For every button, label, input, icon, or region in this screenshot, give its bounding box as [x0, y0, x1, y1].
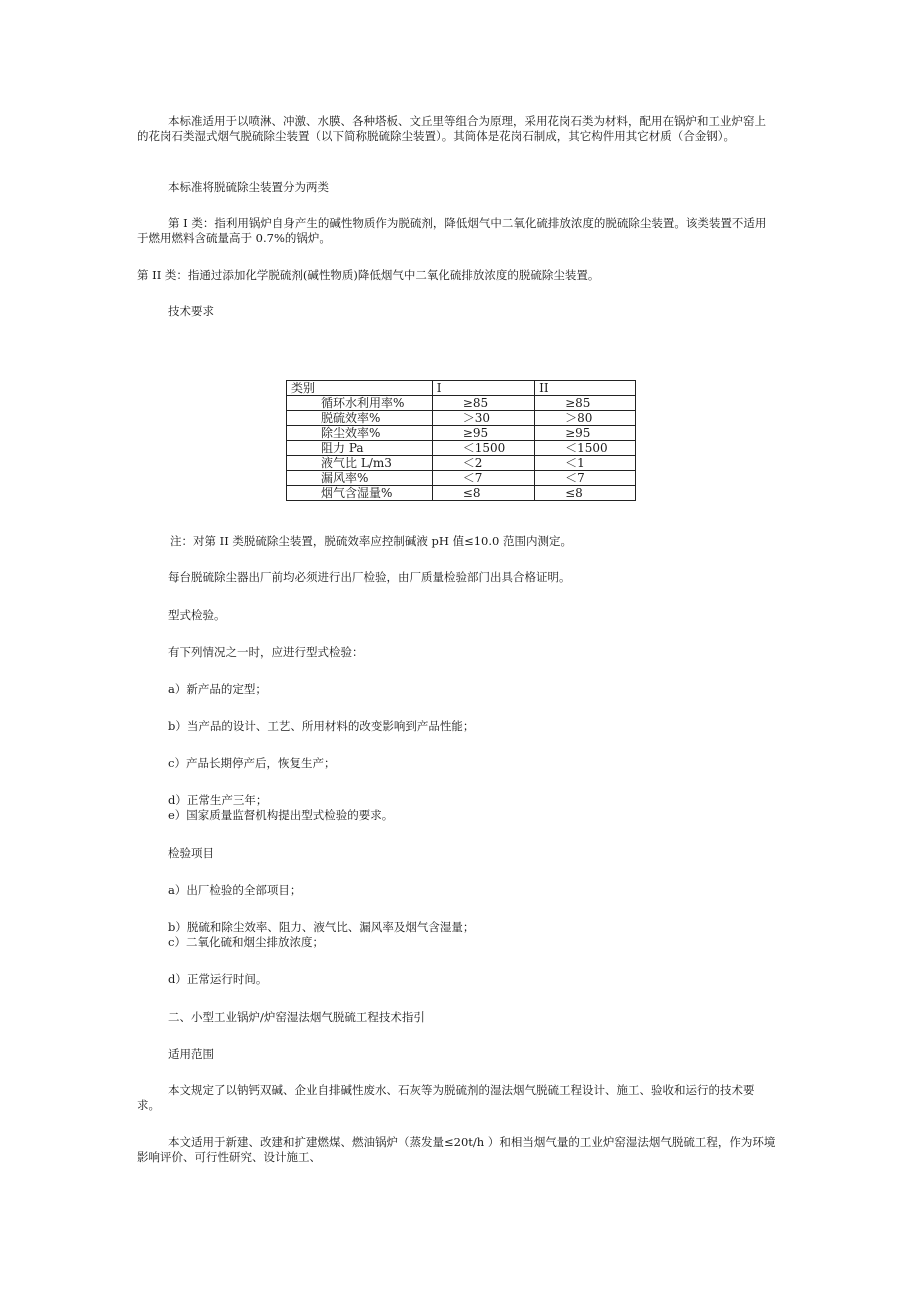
table-cell: ≥95 — [535, 426, 636, 441]
factory-check-paragraph: 每台脱硫除尘器出厂前均必须进行出厂检验，由厂质量检验部门出具合格证明。 — [168, 570, 571, 584]
item-c: c）二氧化硫和烟尘排放浓度； — [168, 935, 324, 949]
table-cell: ≥95 — [432, 426, 534, 441]
class1-paragraph: 第 I 类：指利用锅炉自身产生的碱性物质作为脱硫剂，降低烟气中二氧化硫排放浓度的脱硫除尘装置。该类装置不适用于燃用燃料含硫量高于 0.7%的锅炉。 — [137, 216, 767, 245]
table-cell: ＜1500 — [535, 441, 636, 456]
scope-paragraph-2: 本文适用于新建、改建和扩建燃煤、燃油锅炉（蒸发量≤20t/h ）和相当烟气量的工业炉窑湿法烟气脱硫工程，作为环境影响评价、可行性研究、设计施工、 — [137, 1135, 776, 1164]
table-cell: ≤8 — [535, 486, 636, 501]
table-cell: ＜7 — [432, 471, 534, 486]
table-cell: ≥85 — [432, 396, 534, 411]
table-header-row — [287, 381, 636, 396]
table-header-cell: II — [535, 381, 636, 396]
table-row — [287, 441, 636, 456]
table-row — [287, 411, 636, 426]
condition-b: b）当产品的设计、工艺、所用材料的改变影响到产品性能； — [168, 719, 475, 733]
inspection-items-heading: 检验项目 — [168, 846, 214, 860]
table-cell: 脱硫效率% — [287, 411, 433, 426]
condition-a: a）新产品的定型； — [168, 682, 267, 696]
condition-d: d）正常生产三年； — [168, 793, 268, 807]
scope-paragraph-1: 本文规定了以钠钙双碱、企业自排碱性废水、石灰等为脱硫剂的湿法烟气脱硫工程设计、施工、验收和运行的技术要求。 — [137, 1083, 755, 1112]
type-test-conditions: 有下列情况之一时，应进行型式检验： — [168, 645, 364, 659]
classify-paragraph: 本标准将脱硫除尘装置分为两类 — [168, 180, 329, 194]
type-test-heading: 型式检验。 — [168, 608, 226, 622]
intro-paragraph: 本标准适用于以喷淋、冲激、水膜、各种塔板、文丘里等组合为原理，采用花岗石类为材料，配用在锅炉和工业炉窑上的花岗石类湿式烟气脱硫除尘装置（以下简称脱硫除尘装置）。其筒体是花岗石制成，其它构件用其它材质（合金钢）。 — [137, 114, 766, 143]
condition-c: c）产品长期停产后，恢复生产； — [168, 756, 336, 770]
table-row — [287, 426, 636, 441]
table-row — [287, 471, 636, 486]
spec-table — [286, 380, 636, 501]
table-cell: 液气比 L/m3 — [287, 456, 433, 471]
table-row — [287, 456, 636, 471]
table-cell: ＜1500 — [432, 441, 534, 456]
table-cell: 烟气含湿量% — [287, 486, 433, 501]
item-d: d）正常运行时间。 — [168, 972, 268, 986]
table-note: 注：对第 II 类脱硫除尘装置，脱硫效率应控制碱液 pH 值≤10.0 范围内测定。 — [170, 534, 572, 548]
table-cell: 阻力 Pa — [287, 441, 433, 456]
table-cell: ≤8 — [432, 486, 534, 501]
table-row — [287, 486, 636, 501]
table-cell: 漏风率% — [287, 471, 433, 486]
table-cell: 除尘效率% — [287, 426, 433, 441]
scope-heading: 适用范围 — [168, 1047, 214, 1061]
table-cell: ＞80 — [535, 411, 636, 426]
table-cell: ＞30 — [432, 411, 534, 426]
section-2-heading: 二、小型工业锅炉/炉窑湿法烟气脱硫工程技术指引 — [168, 1010, 425, 1024]
condition-e: e）国家质量监督机构提出型式检验的要求。 — [168, 808, 394, 822]
table-header-cell: 类别 — [287, 381, 433, 396]
table-cell: ＜2 — [432, 456, 534, 471]
item-b: b）脱硫和除尘效率、阻力、液气比、漏风率及烟气含湿量； — [168, 920, 475, 934]
table-cell: ≥85 — [535, 396, 636, 411]
tech-requirements-heading: 技术要求 — [168, 304, 214, 318]
table-cell: ＜7 — [535, 471, 636, 486]
class2-paragraph: 第 II 类：指通过添加化学脱硫剂(碱性物质)降低烟气中二氧化硫排放浓度的脱硫除尘装置。 — [137, 268, 600, 282]
table-cell: ＜1 — [535, 456, 636, 471]
item-a: a）出厂检验的全部项目； — [168, 883, 302, 897]
table-cell: 循环水利用率% — [287, 396, 433, 411]
table-row — [287, 396, 636, 411]
table-header-cell: I — [432, 381, 534, 396]
